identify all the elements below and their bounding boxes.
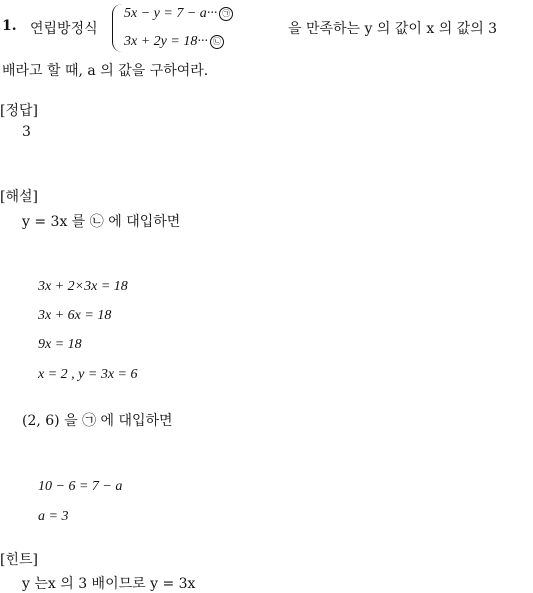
answer-value: 3 (22, 124, 31, 140)
solution-header: [해설] (0, 189, 38, 205)
hint-header: [힌트] (0, 552, 38, 568)
problem-number: 1. (2, 18, 17, 34)
answer-header: [정답] (0, 103, 38, 119)
problem-intro: 연립방정식 (30, 21, 98, 37)
marker-giyeok-icon: ㉠ (219, 7, 233, 21)
equation-2-text: 3x + 2y = 18··· (124, 34, 208, 49)
solution-step1: y = 3x 를 ㉡ 에 대입하면 (22, 214, 181, 230)
equation-1 (124, 6, 233, 22)
solution-line-3: 9x = 18 (38, 337, 82, 352)
solution-step2: (2, 6) 을 ㉠ 에 대입하면 (22, 413, 173, 429)
problem-tail-line2: 배라고 할 때, a 의 값을 구하여라. (2, 63, 209, 79)
solution-line-6: a = 3 (38, 509, 69, 524)
solution-line-2: 3x + 6x = 18 (38, 308, 112, 323)
hint-text: y 는x 의 3 배이므로 y = 3x (22, 576, 196, 592)
solution-line-1: 3x + 2×3x = 18 (38, 279, 128, 294)
equation-brace (112, 4, 123, 52)
solution-line-4: x = 2 , y = 3x = 6 (38, 367, 138, 382)
equation-2 (124, 34, 224, 50)
problem-tail-line1: 을 만족하는 y 의 값이 x 의 값의 3 (288, 21, 498, 37)
marker-nieun-icon: ㉡ (210, 35, 224, 49)
equation-1-text: 5x − y = 7 − a··· (124, 6, 218, 21)
solution-line-5: 10 − 6 = 7 − a (38, 479, 123, 494)
